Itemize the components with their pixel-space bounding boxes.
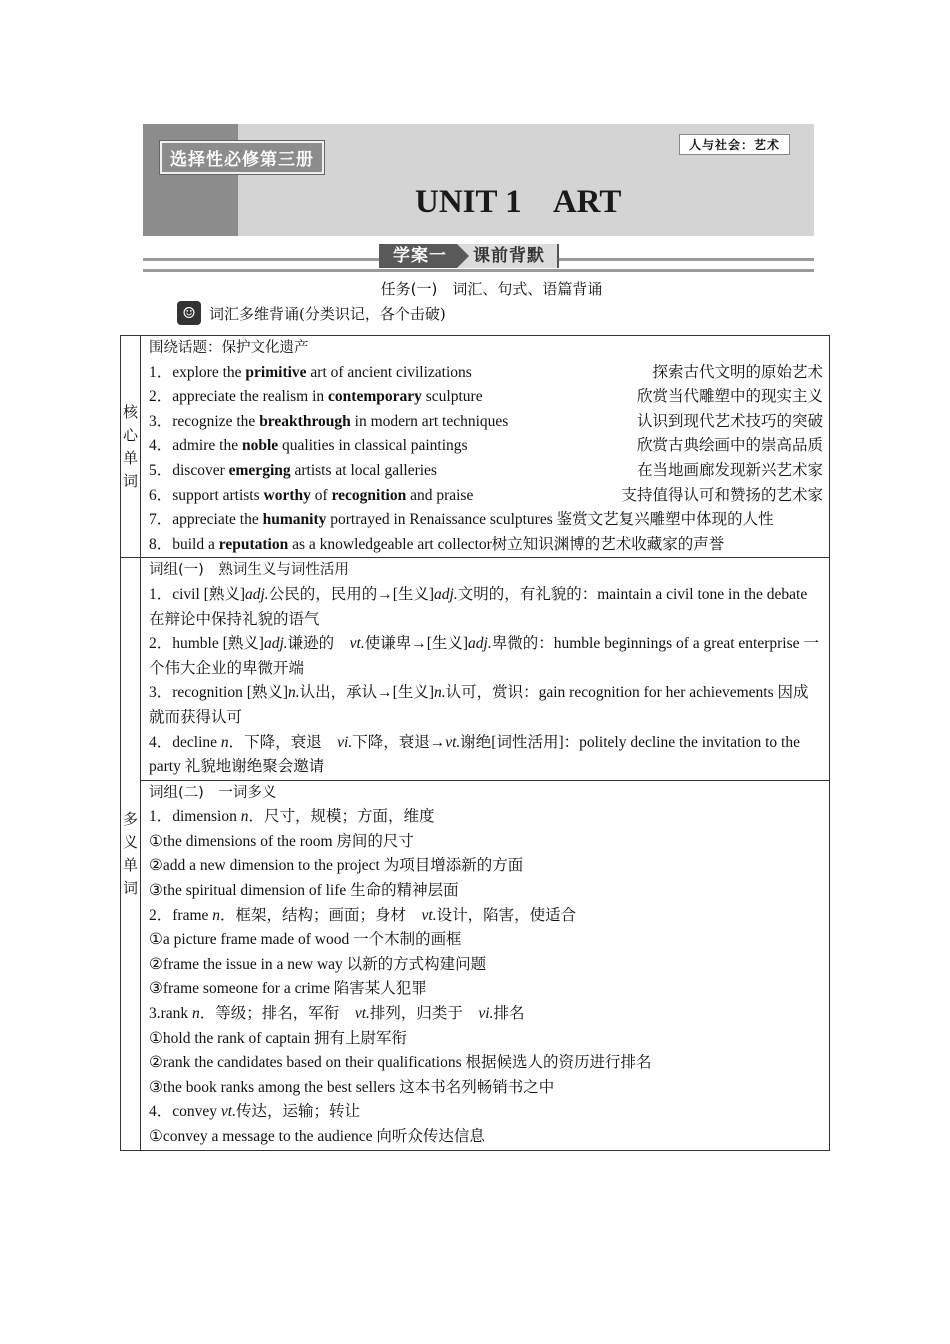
text-segment: 谢绝[词性活用]：politely decline the invitation to the party 礼貌地谢绝聚会邀请 xyxy=(149,733,800,776)
vocab-heading-text: 词汇多维背诵(分类识记，各个击破) xyxy=(209,304,446,323)
text-segment: 认可，赏识：gain recognition for her achievements 因成就而获得认可 xyxy=(149,684,809,726)
core-item xyxy=(149,434,823,459)
text-segment: 3．recognition [熟义] xyxy=(149,684,289,702)
group2-line xyxy=(149,904,823,929)
group2-line xyxy=(149,879,823,904)
part-of-speech: adj. xyxy=(434,585,458,603)
group2-line xyxy=(149,830,823,855)
core-item xyxy=(149,533,823,558)
core-item xyxy=(149,385,823,410)
core-item-translation: 欣赏当代雕塑中的现实主义 xyxy=(636,388,823,406)
keyword: recognition xyxy=(331,486,407,504)
core-item xyxy=(149,508,823,533)
text-segment: 2．humble [熟义] xyxy=(149,635,264,653)
part-of-speech: adj. xyxy=(263,635,288,653)
side-char: 心 xyxy=(122,425,138,444)
text-segment: ③frame someone for a crime 陷害某人犯罪 xyxy=(149,980,427,998)
part-of-speech: n. xyxy=(288,684,300,702)
core-item-translation: 认识到现代艺术技巧的突破 xyxy=(636,412,823,430)
group2-items xyxy=(149,805,823,1149)
part-of-speech: vi. xyxy=(337,733,353,751)
core-topic: 围绕话题：保护文化遗产 xyxy=(149,340,309,356)
text-segment: 3．recognize the xyxy=(149,412,260,430)
multi-group1-row xyxy=(121,558,830,780)
part-of-speech: n xyxy=(240,808,249,826)
group2-line xyxy=(149,977,823,1002)
keyword: noble xyxy=(241,437,279,455)
section-badge-part2: 课前背默 xyxy=(469,244,559,268)
text-segment: artists at local galleries xyxy=(290,461,437,479)
text-segment: 1．dimension xyxy=(149,808,241,826)
keyword: humanity xyxy=(262,511,327,529)
text-segment: ①the dimensions of the room 房间的尺寸 xyxy=(149,832,414,850)
text-segment: as a knowledgeable art collector xyxy=(288,535,492,553)
core-item-english xyxy=(149,385,483,410)
text-segment: 4．decline xyxy=(149,733,221,751)
part-of-speech: n xyxy=(212,906,221,924)
memory-icon: ☺ xyxy=(177,301,201,325)
side-char: 词 xyxy=(122,471,138,490)
text-segment: qualities in classical paintings xyxy=(278,437,468,455)
core-words-cell xyxy=(141,336,830,558)
group1-item xyxy=(149,583,823,632)
text-segment: 公民的，民用的→[生义] xyxy=(268,585,435,603)
core-item xyxy=(149,459,823,484)
multi-side-label xyxy=(121,558,141,1150)
text-segment: 排列，归类于 xyxy=(369,1005,479,1023)
text-segment: ．尺寸，规模；方面，维度 xyxy=(248,808,435,826)
core-item xyxy=(149,410,823,435)
text-segment: ②add a new dimension to the project 为项目增添新的方面 xyxy=(149,857,524,875)
part-of-speech: adj. xyxy=(468,635,492,653)
group1-cell xyxy=(141,558,830,780)
text-segment: 设计，陷害，使适合 xyxy=(436,906,577,924)
core-item-translation: 欣赏古典绘画中的崇高品质 xyxy=(636,437,823,455)
text-segment: sculpture xyxy=(421,388,483,406)
part-of-speech: vi. xyxy=(478,1005,494,1023)
keyword: contemporary xyxy=(328,388,422,406)
core-item-english xyxy=(149,459,437,484)
book-label: 选择性必修第三册 xyxy=(160,141,324,174)
text-segment: 认出，承认→[生义] xyxy=(299,684,434,702)
keyword: breakthrough xyxy=(259,412,351,430)
core-words-row xyxy=(121,336,830,558)
part-of-speech: n xyxy=(192,1005,200,1023)
text-segment: 4．convey xyxy=(149,1103,221,1121)
group2-line xyxy=(149,953,823,978)
side-char: 词 xyxy=(122,878,138,897)
text-segment: ①hold the rank of captain 拥有上尉军衔 xyxy=(149,1029,407,1047)
text-segment: ．下降，衰退 xyxy=(228,733,338,751)
group1-items xyxy=(149,583,823,780)
text-segment: 谦逊的 xyxy=(287,635,350,653)
part-of-speech: vt. xyxy=(349,635,365,653)
group1-item xyxy=(149,632,823,681)
group2-line xyxy=(149,1002,823,1027)
keyword: reputation xyxy=(218,535,289,553)
multi-group2-row xyxy=(121,780,830,1150)
text-segment: 2．appreciate the realism in xyxy=(149,388,329,406)
text-segment: of xyxy=(310,486,332,504)
text-segment: ③the spiritual dimension of life 生命的精神层面 xyxy=(149,882,459,900)
core-item-english xyxy=(149,361,472,386)
vocab-table xyxy=(120,335,830,1151)
text-segment: art of ancient civilizations xyxy=(306,363,472,381)
text-segment: in modern art techniques xyxy=(350,412,509,430)
group2-line xyxy=(149,928,823,953)
core-item-translation: 鉴赏文艺复兴雕塑中体现的人性 xyxy=(556,511,774,529)
text-segment: ②rank the candidates based on their qualifications 根据候选人的资历进行排名 xyxy=(149,1054,652,1072)
group2-line xyxy=(149,805,823,830)
text-segment: ①a picture frame made of wood 一个木制的画框 xyxy=(149,931,462,949)
text-segment: 下降，衰退→ xyxy=(352,733,446,751)
unit-title: UNIT 1 ART xyxy=(415,184,622,220)
text-segment: 3.rank xyxy=(149,1005,193,1023)
keyword: worthy xyxy=(263,486,311,504)
part-of-speech: vt. xyxy=(354,1005,370,1023)
group2-line xyxy=(149,1027,823,1052)
keyword: primitive xyxy=(245,363,307,381)
group2-line xyxy=(149,1100,823,1125)
text-segment: 5．discover xyxy=(149,461,229,479)
part-of-speech: vt. xyxy=(220,1103,236,1121)
side-char: 义 xyxy=(122,832,138,851)
text-segment: 8．build a xyxy=(149,535,219,553)
part-of-speech: n. xyxy=(434,684,446,702)
text-segment: 1．explore the xyxy=(149,363,246,381)
text-segment: 4．admire the xyxy=(149,437,242,455)
group2-line xyxy=(149,1051,823,1076)
text-segment: 传达，运输；转让 xyxy=(235,1103,360,1121)
core-item xyxy=(149,484,823,509)
text-segment: ①convey a message to the audience 向听众传达信息 xyxy=(149,1128,485,1145)
side-char: 单 xyxy=(122,855,138,874)
core-item-translation: 树立知识渊博的艺术收藏家的声誉 xyxy=(491,535,725,553)
group2-line xyxy=(149,854,823,879)
text-segment: 2．frame xyxy=(149,906,213,924)
group2-line xyxy=(149,1076,823,1101)
group2-title: 词组(二) 一词多义 xyxy=(149,784,277,801)
side-char: 多 xyxy=(122,809,138,828)
part-of-speech: adj. xyxy=(245,585,269,603)
group1-title: 词组(一) 熟词生义与词性活用 xyxy=(149,562,349,579)
core-side-label xyxy=(121,336,141,558)
text-segment: ②frame the issue in a new way 以新的方式构建问题 xyxy=(149,955,487,973)
core-item xyxy=(149,361,823,386)
core-item-translation: 探索古代文明的原始艺术 xyxy=(652,363,823,381)
task-title: 任务(一) 词汇、句式、语篇背诵 xyxy=(380,280,603,298)
part-of-speech: vt. xyxy=(421,906,437,924)
part-of-speech: n xyxy=(220,733,229,751)
section-badge-arrow xyxy=(457,244,469,268)
topic-label: 人与社会：艺术 xyxy=(679,134,790,155)
text-segment: ③the book ranks among the best sellers 这本书名列畅销书之中 xyxy=(149,1078,555,1096)
core-item-translation: 支持值得认可和赞扬的艺术家 xyxy=(621,486,823,504)
core-item-english xyxy=(149,410,508,435)
text-segment: ．框架，结构；画面；身材 xyxy=(220,906,422,924)
text-segment: 7．appreciate the xyxy=(149,511,263,529)
core-item-english xyxy=(149,484,473,509)
text-segment: 使谦卑→[生义] xyxy=(364,635,469,653)
text-segment: portrayed in Renaissance sculptures xyxy=(326,511,557,529)
part-of-speech: vt. xyxy=(445,733,461,751)
vocab-heading xyxy=(177,301,446,325)
text-segment: 卑微的：humble beginnings of a great enterprise 一个伟大企业的卑微开端 xyxy=(149,635,819,677)
section-badge xyxy=(379,244,559,268)
text-segment: 1．civil [熟义] xyxy=(149,585,245,603)
group2-cell xyxy=(141,780,830,1150)
text-segment: and praise xyxy=(406,486,474,504)
text-segment: 6．support artists xyxy=(149,486,264,504)
group1-item xyxy=(149,681,823,730)
group1-item xyxy=(149,731,823,780)
text-segment: 排名 xyxy=(493,1005,525,1023)
core-item-english xyxy=(149,434,468,459)
side-char: 核 xyxy=(122,402,138,421)
section-badge-part1: 学案一 xyxy=(379,244,457,268)
core-items xyxy=(149,361,823,558)
text-segment: 文明的，有礼貌的：maintain a civil tone in the debate 在辩论中保持礼貌的语气 xyxy=(149,585,808,628)
unit-banner xyxy=(143,124,814,236)
text-segment: ．等级；排名，军衔 xyxy=(199,1005,355,1023)
group2-line xyxy=(149,1125,823,1150)
side-char: 单 xyxy=(122,448,138,467)
core-item-translation: 在当地画廊发现新兴艺术家 xyxy=(636,461,823,479)
keyword: emerging xyxy=(228,461,291,479)
